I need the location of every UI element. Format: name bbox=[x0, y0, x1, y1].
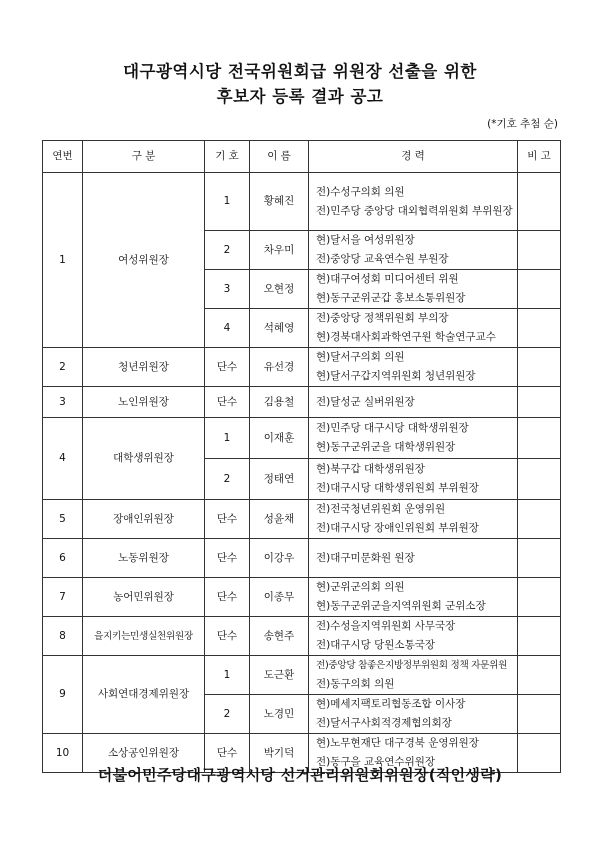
career-line: 현)노무현재단 대구경북 운영위원장 bbox=[316, 737, 479, 749]
table-row bbox=[43, 578, 561, 617]
career-line: 현)동구군위군을 대학생위원장 bbox=[316, 441, 456, 453]
career-line: 전)중앙당 교육연수원 부원장 bbox=[316, 253, 449, 265]
table-row bbox=[43, 387, 561, 418]
row-symbol: 2 bbox=[205, 459, 250, 500]
row-no: 5 bbox=[43, 500, 83, 539]
career-line: 현)북구갑 대학생위원장 bbox=[316, 463, 425, 475]
row-remarks bbox=[518, 418, 561, 459]
row-symbol: 단수 bbox=[205, 578, 250, 617]
row-name: 석혜영 bbox=[250, 309, 309, 348]
row-symbol: 단수 bbox=[205, 348, 250, 387]
row-symbol: 2 bbox=[205, 231, 250, 270]
header-name: 이 름 bbox=[250, 141, 309, 173]
row-symbol: 2 bbox=[205, 695, 250, 734]
row-career bbox=[309, 173, 518, 231]
row-no: 3 bbox=[43, 387, 83, 418]
issuer-signature-line: 더불어민주당대구광역시당 선거관리위원회위원장(직인생략) bbox=[97, 766, 503, 784]
row-name: 노경민 bbox=[250, 695, 309, 734]
row-career bbox=[309, 656, 518, 695]
career-line: 현)달서구갑지역위원회 청년위원장 bbox=[316, 370, 476, 382]
row-name: 성윤채 bbox=[250, 500, 309, 539]
row-remarks bbox=[518, 348, 561, 387]
row-name: 유선경 bbox=[250, 348, 309, 387]
career-line: 전)대구미문화원 원장 bbox=[316, 551, 415, 564]
career-line: 현)메세지팩토리협동조합 이사장 bbox=[316, 698, 466, 710]
career-line: 전)달서구사회적경제협의회장 bbox=[316, 717, 452, 729]
career-line: 전)수성을지역위원회 사무국장 bbox=[316, 620, 456, 632]
row-no: 6 bbox=[43, 539, 83, 578]
career-line: 전)수성구의회 의원 bbox=[316, 185, 405, 198]
row-symbol: 4 bbox=[205, 309, 250, 348]
row-remarks bbox=[518, 173, 561, 231]
row-symbol: 1 bbox=[205, 418, 250, 459]
career-line: 전)대구시당 당원소통국장 bbox=[316, 639, 436, 651]
row-name: 송현주 bbox=[250, 617, 309, 656]
row-category: 대학생위원장 bbox=[83, 418, 205, 500]
row-remarks bbox=[518, 309, 561, 348]
row-no: 1 bbox=[43, 173, 83, 348]
career-line: 전)민주당 중앙당 대외협력위원회 부위원장 bbox=[316, 204, 513, 217]
row-name: 황혜진 bbox=[250, 173, 309, 231]
row-career bbox=[309, 418, 518, 459]
career-line: 전)중앙당 정책위원회 부의장 bbox=[316, 312, 449, 324]
row-remarks bbox=[518, 695, 561, 734]
row-name: 박기덕 bbox=[250, 734, 309, 773]
row-symbol: 단수 bbox=[205, 387, 250, 418]
row-no: 9 bbox=[43, 656, 83, 734]
career-line: 현)동구군위군을지역위원회 군위소장 bbox=[316, 600, 486, 612]
career-line: 전)대구시당 대학생위원회 부위원장 bbox=[316, 482, 479, 494]
row-name: 도근환 bbox=[250, 656, 309, 695]
row-career bbox=[309, 387, 518, 418]
table-row bbox=[43, 500, 561, 539]
row-category: 소상공인위원장 bbox=[83, 734, 205, 773]
row-name: 김용철 bbox=[250, 387, 309, 418]
row-career bbox=[309, 695, 518, 734]
row-remarks bbox=[518, 231, 561, 270]
row-no: 4 bbox=[43, 418, 83, 500]
row-name: 차우미 bbox=[250, 231, 309, 270]
row-name: 이강우 bbox=[250, 539, 309, 578]
row-category: 노동위원장 bbox=[83, 539, 205, 578]
row-name: 이종무 bbox=[250, 578, 309, 617]
row-remarks bbox=[518, 656, 561, 695]
header-remarks: 비 고 bbox=[518, 141, 561, 173]
row-remarks bbox=[518, 617, 561, 656]
row-symbol: 단수 bbox=[205, 500, 250, 539]
row-name: 정태연 bbox=[250, 459, 309, 500]
row-category: 농어민위원장 bbox=[83, 578, 205, 617]
row-category: 사회연대경제위원장 bbox=[83, 656, 205, 734]
row-symbol: 단수 bbox=[205, 617, 250, 656]
row-career bbox=[309, 231, 518, 270]
row-remarks bbox=[518, 578, 561, 617]
row-category: 노인위원장 bbox=[83, 387, 205, 418]
career-line: 전)동구을 교육연수위원장 bbox=[316, 756, 436, 768]
table-row bbox=[43, 348, 561, 387]
row-category: 장애인위원장 bbox=[83, 500, 205, 539]
career-line: 전)달성군 실버위원장 bbox=[316, 395, 415, 408]
career-line: 현)달서을 여성위원장 bbox=[316, 234, 415, 246]
row-remarks bbox=[518, 539, 561, 578]
row-symbol: 단수 bbox=[205, 539, 250, 578]
career-line: 현)대구여성회 미디어센터 위원 bbox=[316, 273, 459, 285]
header-symbol: 기 호 bbox=[205, 141, 250, 173]
row-career bbox=[309, 459, 518, 500]
table-row bbox=[43, 539, 561, 578]
row-remarks bbox=[518, 500, 561, 539]
row-symbol: 1 bbox=[205, 656, 250, 695]
header-category: 구 분 bbox=[83, 141, 205, 173]
career-line: 현)달서구의회 의원 bbox=[316, 351, 405, 363]
row-category: 청년위원장 bbox=[83, 348, 205, 387]
row-name: 이재훈 bbox=[250, 418, 309, 459]
row-name: 오현정 bbox=[250, 270, 309, 309]
row-no: 7 bbox=[43, 578, 83, 617]
draw-order-note: (*기호 추첨 순) bbox=[487, 118, 558, 130]
row-no: 8 bbox=[43, 617, 83, 656]
career-line: 전)전국청년위원회 운영위원 bbox=[316, 503, 446, 515]
career-line: 현)경북대사회과학연구원 학술연구교수 bbox=[316, 331, 496, 343]
row-no: 10 bbox=[43, 734, 83, 773]
row-career bbox=[309, 348, 518, 387]
row-career bbox=[309, 270, 518, 309]
career-line: 전)대구시당 장애인위원회 부위원장 bbox=[316, 522, 479, 534]
header-career: 경 력 bbox=[309, 141, 518, 173]
table-row bbox=[43, 418, 561, 459]
table-row bbox=[43, 617, 561, 656]
row-symbol: 3 bbox=[205, 270, 250, 309]
career-line: 전)중앙당 참좋은지방정부위원회 정책 자문위원 bbox=[316, 660, 508, 671]
row-career bbox=[309, 539, 518, 578]
row-remarks bbox=[518, 387, 561, 418]
row-career bbox=[309, 500, 518, 539]
career-line: 현)동구군위군갑 홍보소통위원장 bbox=[316, 292, 466, 304]
row-remarks bbox=[518, 459, 561, 500]
career-line: 전)민주당 대구시당 대학생위원장 bbox=[316, 422, 469, 434]
row-no: 2 bbox=[43, 348, 83, 387]
row-symbol: 단수 bbox=[205, 734, 250, 773]
row-career bbox=[309, 617, 518, 656]
candidate-table bbox=[42, 140, 561, 773]
table-header-row bbox=[43, 141, 561, 173]
document-title-line1: 대구광역시당 전국위원회급 위원장 선출을 위한 bbox=[123, 62, 477, 81]
row-career bbox=[309, 309, 518, 348]
row-category: 여성위원장 bbox=[83, 173, 205, 348]
row-career bbox=[309, 578, 518, 617]
row-remarks bbox=[518, 270, 561, 309]
row-category: 을지키는민생실천위원장 bbox=[83, 617, 205, 656]
document-title-line2: 후보자 등록 결과 공고 bbox=[216, 87, 384, 106]
table-row bbox=[43, 656, 561, 695]
table-row bbox=[43, 173, 561, 231]
header-no: 연번 bbox=[43, 141, 83, 173]
row-symbol: 1 bbox=[205, 173, 250, 231]
career-line: 전)동구의회 의원 bbox=[316, 678, 395, 690]
career-line: 현)군위군의회 의원 bbox=[316, 581, 405, 593]
